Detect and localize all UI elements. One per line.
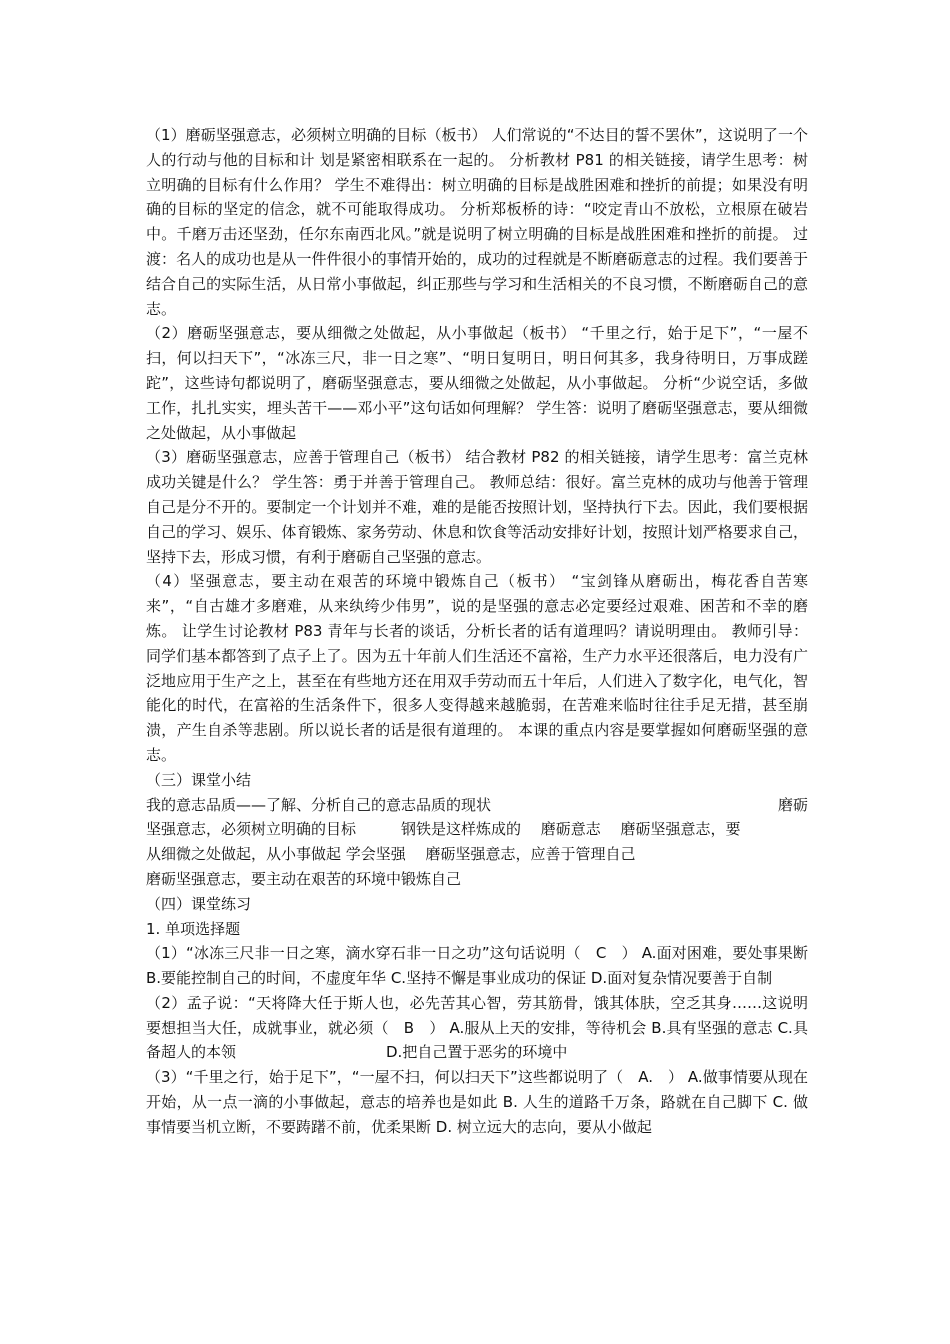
summary-heading: （三）课堂小结 [146, 770, 252, 789]
practice-subheading: 1. 单项选择题 [146, 919, 241, 938]
document-body [146, 123, 884, 1140]
paragraph-3: （3）磨砺坚强意志，应善于管理自己（板书） 结合教材 P82 的相关链接，请学生思考：富兰克林成功关键是什么？ 学生答：勇于并善于管理自己。 教师总结：很好。富兰克林的成功与他善于管理自己是分不开的。要制定一个计划并不难，难的是能否按照计划，坚持执行下去。因此，我们要根据自己的学习、娱乐、体育锻炼、家务劳动、休息和饮食等活动安排好计划，按照计划严格要求自己，坚持下去，形成习惯，有利于磨砺自己坚强的意志。 [146, 448, 808, 566]
summary-line-2: 坚强意志，必须树立明确的目标 钢铁是这样炼成的 磨砺意志 磨砺坚强意志，要 [146, 820, 741, 839]
practice-heading: （四）课堂练习 [146, 894, 252, 913]
paragraph-1: （1）磨砺坚强意志，必须树立明确的目标（板书） 人们常说的“不达目的誓不罢休”，这说明了一个人的行动与他的目标和计 划是紧密相联系在一起的。 分析教材 P81 的相关链接，请学生思考：树立明确的目标有什么作用？ 学生不难得出：树立明确的目标是战胜困难和挫折的前提；如果没有明确的目标的坚定的信念，就不可能取得成功。 分析郑板桥的诗：“咬定青山不放松，立根原在破岩中。千磨万击还坚劲，任尔东南西北风。”就是说明了树立明确的目标是战胜困难和挫折的前提。 过渡：名人的成功也是从一件件很小的事情开始的，成功的过程就是不断磨砺意志的过程。我们要善于结合自己的实际生活，从日常小事做起，纠正那些与学习和生活相关的不良习惯，不断磨砺自己的意志。 [146, 126, 808, 318]
summary-line-1 [146, 793, 808, 818]
summary-line-3: 从细微之处做起，从小事做起 学会坚强 磨砺坚强意志，应善于管理自己 [146, 845, 636, 864]
question-2: （2）孟子说：“天将降大任于斯人也，必先苦其心智，劳其筋骨，饿其体肤，空乏其身……这说明要想担当大任，成就事业，就必须（ B ） A.服从上天的安排，等待机会 B.具有坚强的意志 C.具备超人的本领 D.把自己置于恶劣的环境中 [146, 993, 808, 1062]
question-1: （1）“冰冻三尺非一日之寒，滴水穿石非一日之功”这句话说明（ C ） A.面对困难，要处事果断 B.要能控制自己的时间，不虚度年华 C.坚持不懈是事业成功的保证 D.面对复杂情况要善于自制 [146, 944, 884, 988]
summary-line-4: 磨砺坚强意志，要主动在艰苦的环境中锻炼自己 [146, 869, 462, 888]
paragraph-4: （4）坚强意志，要主动在艰苦的环境中锻炼自己（板书） “宝剑锋从磨砺出，梅花香自苦寒来”，“自古雄才多磨难，从来纨绔少伟男”，说的是坚强的意志必定要经过艰难、困苦和不幸的磨炼。 让学生讨论教材 P83 青年与长者的谈话，分析长者的话有道理吗？请说明理由。 教师引导：同学们基本都答到了点子上了。因为五十年前人们生活还不富裕，生产力水平还很落后，电力没有广泛地应用于生产之上，甚至在有些地方还在用双手劳动而五十年后，人们进入了数字化，电气化，智能化的时代，在富裕的生活条件下，很多人变得越来越脆弱，在苦难来临时往往手足无措，甚至崩溃，产生自杀等悲剧。所以说长者的话是很有道理的。 本课的重点内容是要掌握如何磨砺坚强的意志。 [146, 572, 808, 764]
summary-line-1-right: 磨砺 [777, 795, 808, 814]
summary-line-1-left: 我的意志品质——了解、分析自己的意志品质的现状 [146, 795, 492, 814]
paragraph-2: （2）磨砺坚强意志，要从细微之处做起，从小事做起（板书） “千里之行，始于足下”，“一屋不扫，何以扫天下”，“冰冻三尺，非一日之寒”、“明日复明日，明日何其多，我身待明日，万事成蹉跎”，这些诗句都说明了，磨砺坚强意志，要从细微之处做起，从小事做起。 分析“少说空话，多做工作，扎扎实实，埋头苦干——邓小平”这句话如何理解？ 学生答：说明了磨砺坚强意志，要从细微之处做起，从小事做起 [146, 324, 808, 442]
question-3: （3）“千里之行，始于足下”，“一屋不扫，何以扫天下”这些都说明了（ A. ） A.做事情要从现在开始，从一点一滴的小事做起，意志的培养也是如此 B. 人生的道路千万条，路就在自己脚下 C. 做事情要当机立断，不要踌躇不前，优柔果断 D. 树立远大的志向，要从小做起 [146, 1068, 808, 1136]
